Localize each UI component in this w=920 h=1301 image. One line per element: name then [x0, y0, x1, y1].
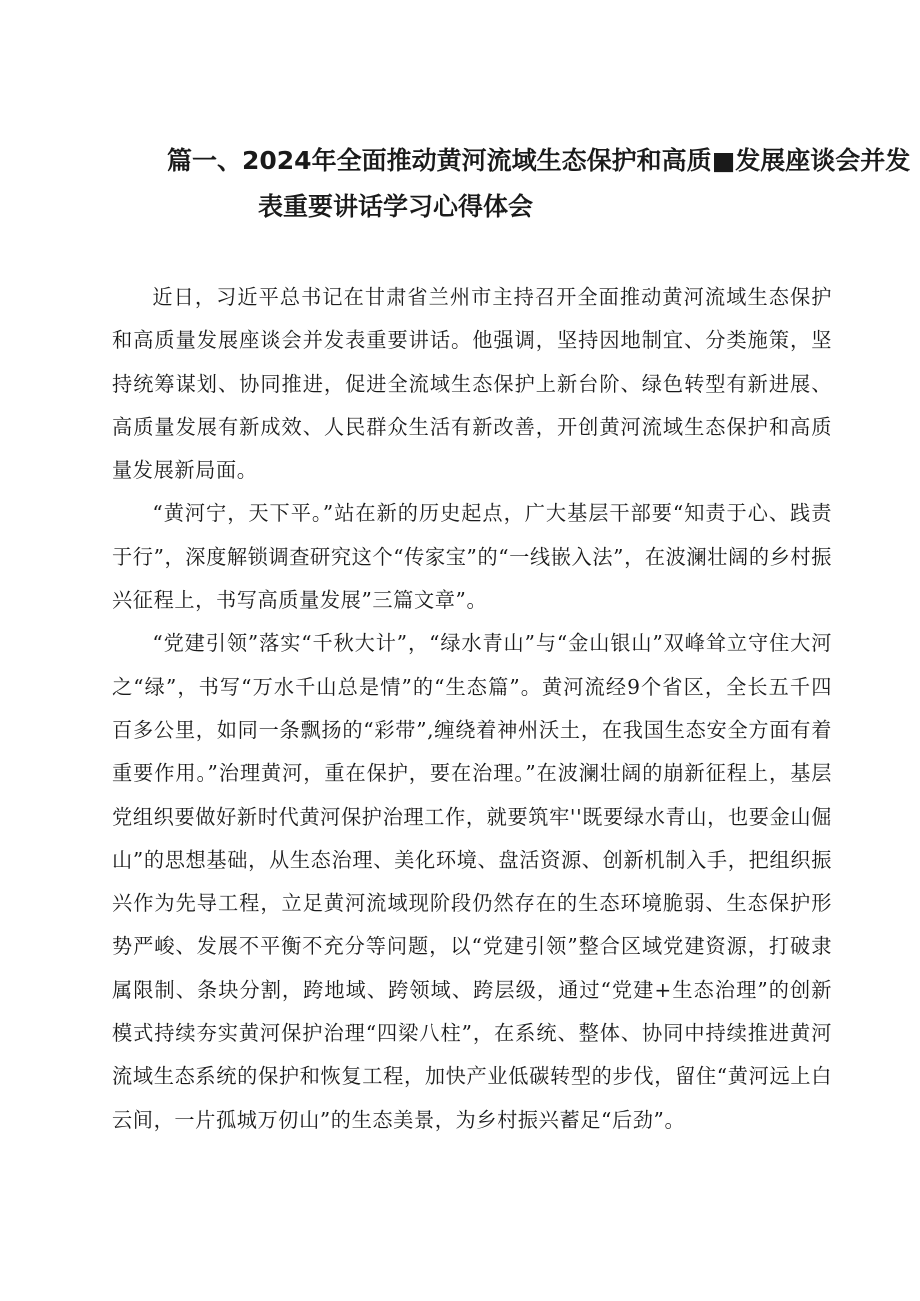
paragraph-2: “黄河宁，天下平。”站在新的历史起点，广大基层干部要“知责于心、践责于行”，深度解锁调查研究这个“传家宝”的“一线嵌入法”，在波澜壮阔的乡村振兴征程上，书写高质量发展”三篇文章”。 — [112, 501, 832, 613]
paragraph-3: “党建引领”落实“千秋大计”，“绿水青山”与“金山银山”双峰耸立守住大河之“绿”，书写“万水千山总是情”的“生态篇”。黄河流经9个省区，全长五千四百多公里，如同一条飘扬的“彩带”,缠绕着神州沃土，在我国生态安全方面有着重要作用。”治理黄河，重在保护，要在治理。”在波澜壮阔的崩新征程上，基层党组织要做好新时代黄河保护治理工作，就要筑牢''既要绿水青山，也要金山倔山”的思想基础，从生态治理、美化环境、盘活资源、创新机制入手，把组织振兴作为先导工程，立足黄河流域现阶段仍然存在的生态环境脆弱、生态保护形势严峻、发展不平衡不充分等问题，以“党建引领”整合区域党建资源，打破隶属限制、条块分割，跨地域、跨领域、跨层级，通过“党建+生态治理”的创新模式持续夯实黄河保护治理“四梁八柱”，在系统、整体、协同中持续推进黄河流域生态系统的保护和恢复工程，加快产业低碳转型的步伐，留住“黄河远上白云间，一片孤城万仞山”的生态美景，为乡村振兴蓄足“后劲”。 — [112, 631, 832, 1132]
document-body — [112, 276, 832, 1142]
title-line-1: 篇一、2024年全面推动黄河流域生态保护和高质■发展座谈会并发 — [167, 146, 911, 175]
title-line-2: 表重要讲话学习心得体会 — [258, 192, 534, 221]
paragraph-1: 近日，习近平总书记在甘肃省兰州市主持召开全面推动黄河流域生态保护和高质量发展座谈会并发表重要讲话。他强调，坚持因地制宜、分类施策，坚持统筹谋划、协同推进，促进全流域生态保护上新台阶、绿色转型有新进展、高质量发展有新成效、人民群众生活有新改善，开创黄河流域生态保护和高质量发展新局面。 — [112, 285, 832, 483]
document-title — [112, 138, 911, 230]
